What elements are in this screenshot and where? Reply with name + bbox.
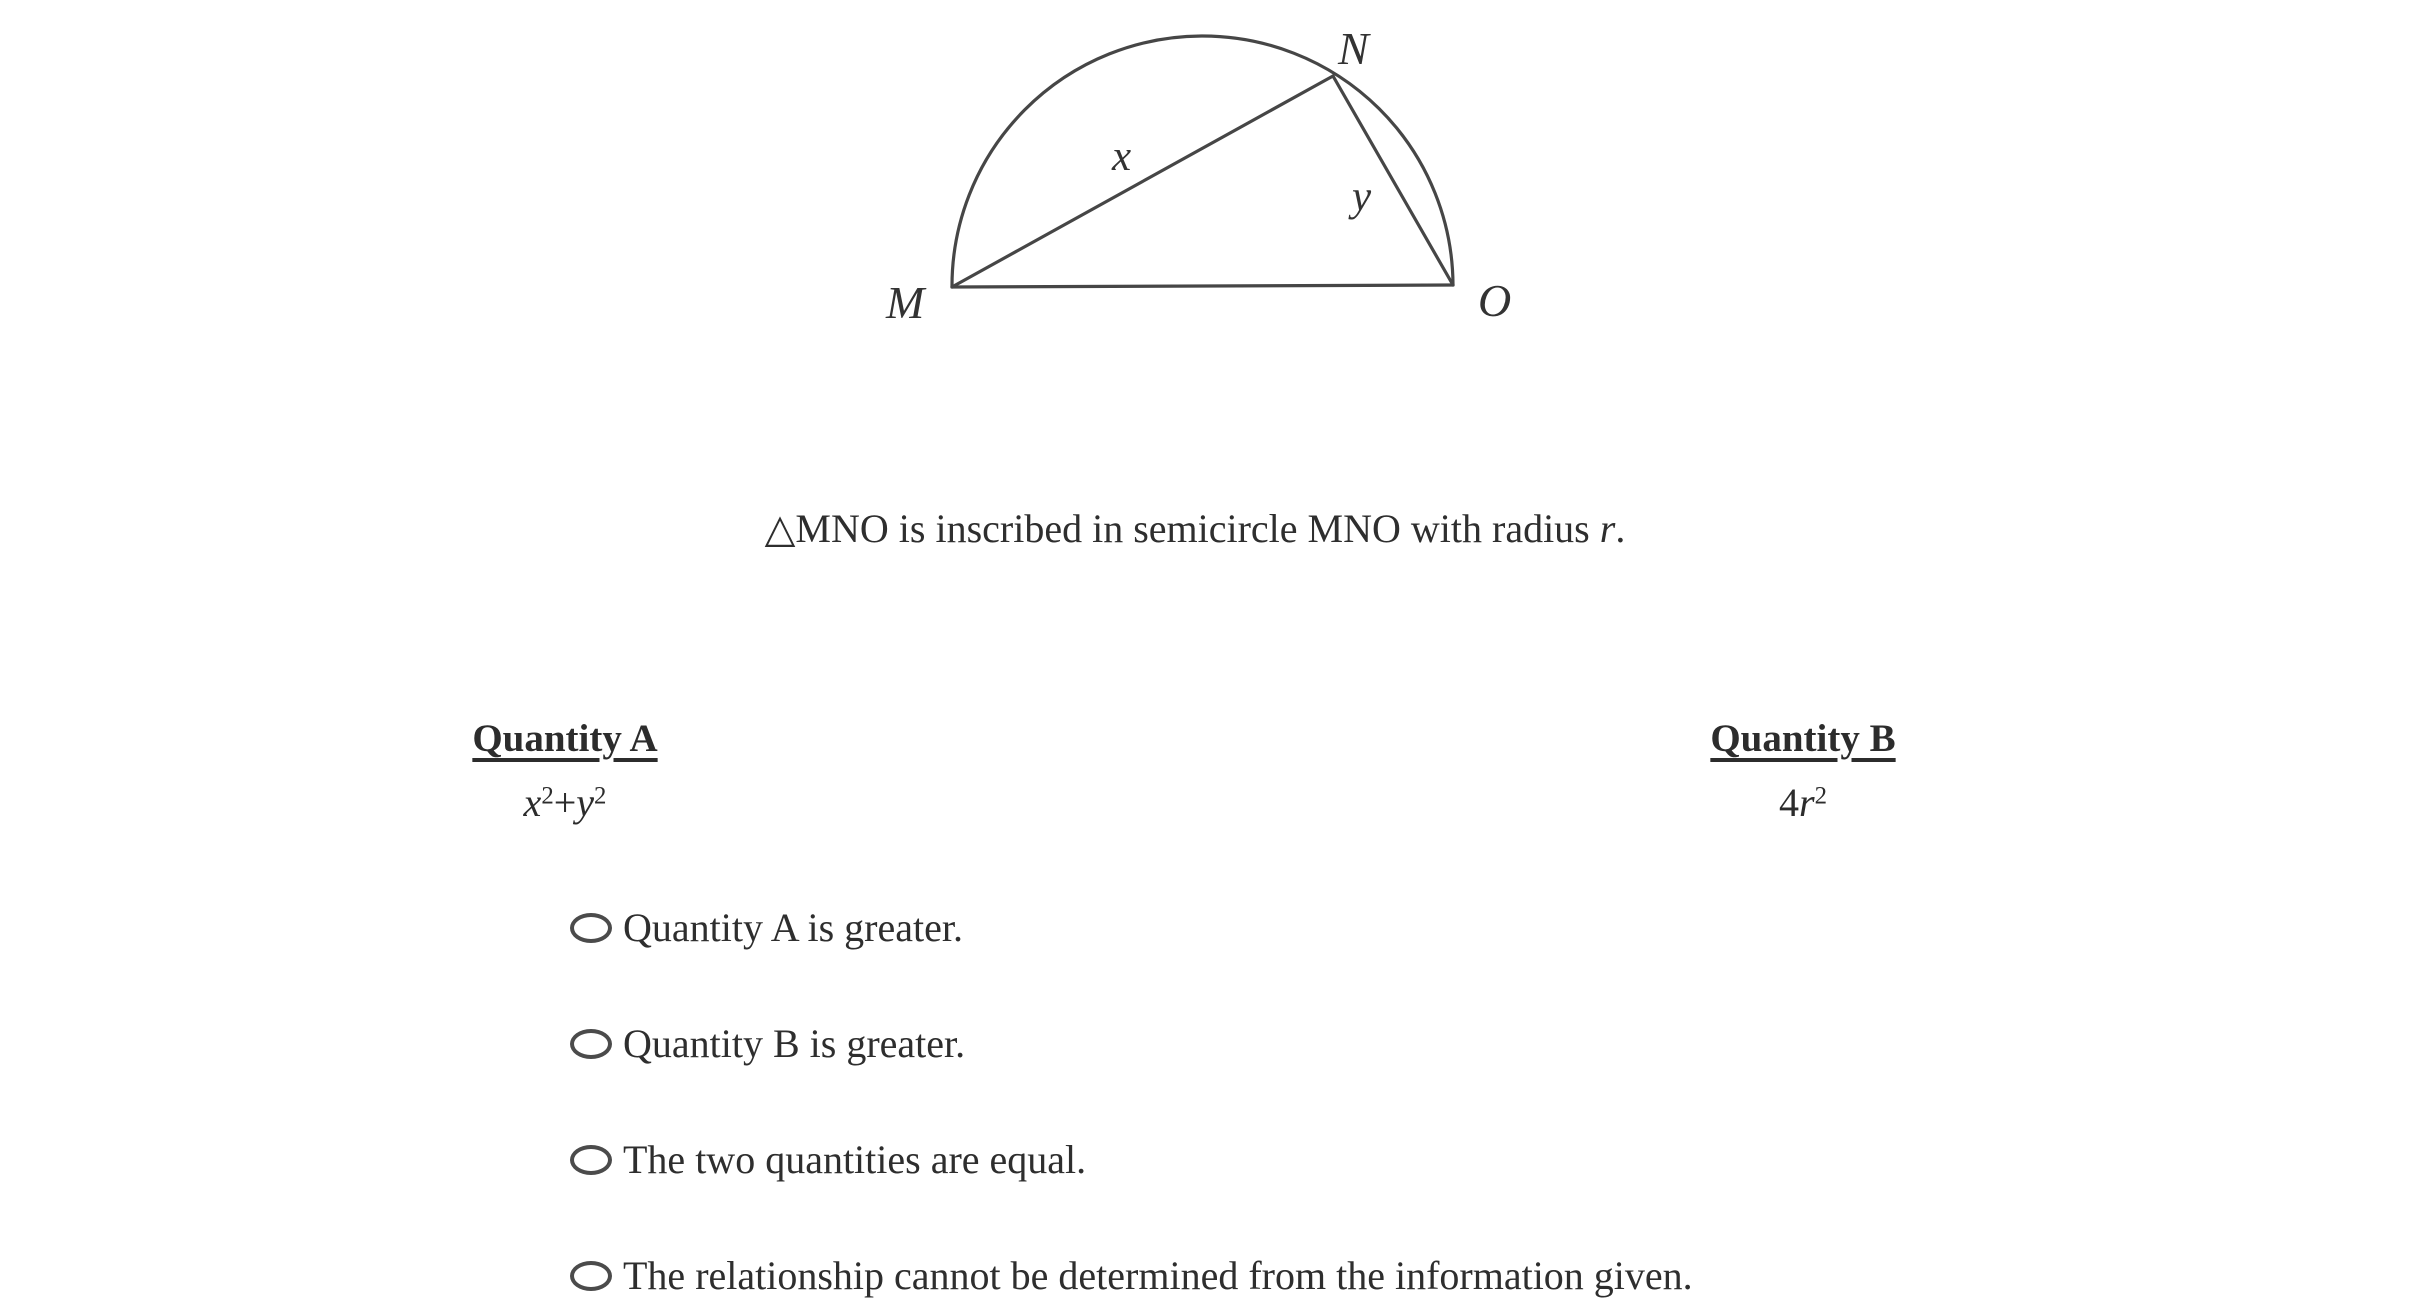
side-label-y: y	[1352, 173, 1372, 220]
quantity-a-header: Quantity A	[472, 717, 658, 760]
caption-period: .	[1615, 506, 1626, 551]
chord-mn	[952, 76, 1333, 287]
vertex-label-n: N	[1338, 23, 1369, 74]
semicircle-arc	[952, 36, 1453, 287]
radio-button-icon[interactable]	[570, 913, 612, 943]
quantity-b-value: $4r^2$	[1779, 780, 1827, 825]
radio-button-icon[interactable]	[570, 1261, 612, 1291]
vertex-label-o: O	[1478, 275, 1512, 326]
option-label: The relationship cannot be determined from the information given.	[623, 1253, 1693, 1298]
quantity-a-column	[435, 716, 695, 826]
caption-text: △MNO is inscribed in semicircle MNO with radius	[764, 506, 1600, 551]
option-quantity-a-greater[interactable]	[570, 898, 1693, 957]
option-quantities-equal[interactable]	[570, 1130, 1693, 1189]
semicircle-diagram	[880, 10, 1540, 340]
quantity-b-header: Quantity B	[1710, 717, 1896, 760]
option-quantity-b-greater[interactable]	[570, 1014, 1693, 1073]
geometry-figure	[880, 10, 1540, 340]
option-cannot-be-determined[interactable]	[570, 1246, 1693, 1305]
quantity-a-value: $x^2+y^2$	[523, 780, 607, 825]
side-label-x: x	[1112, 133, 1132, 180]
radio-button-icon[interactable]	[570, 1029, 612, 1059]
option-label: The two quantities are equal.	[623, 1137, 1087, 1182]
diameter-mo	[952, 285, 1453, 287]
radio-button-icon[interactable]	[570, 1145, 612, 1175]
vertex-label-m: M	[886, 277, 925, 328]
answer-options	[570, 898, 1693, 1309]
chord-no	[1333, 76, 1453, 285]
quantity-b-column	[1673, 716, 1933, 826]
caption-radius-variable: r	[1599, 506, 1616, 551]
option-label: Quantity A is greater.	[623, 905, 963, 950]
figure-caption	[765, 505, 1626, 552]
option-label: Quantity B is greater.	[623, 1021, 966, 1066]
